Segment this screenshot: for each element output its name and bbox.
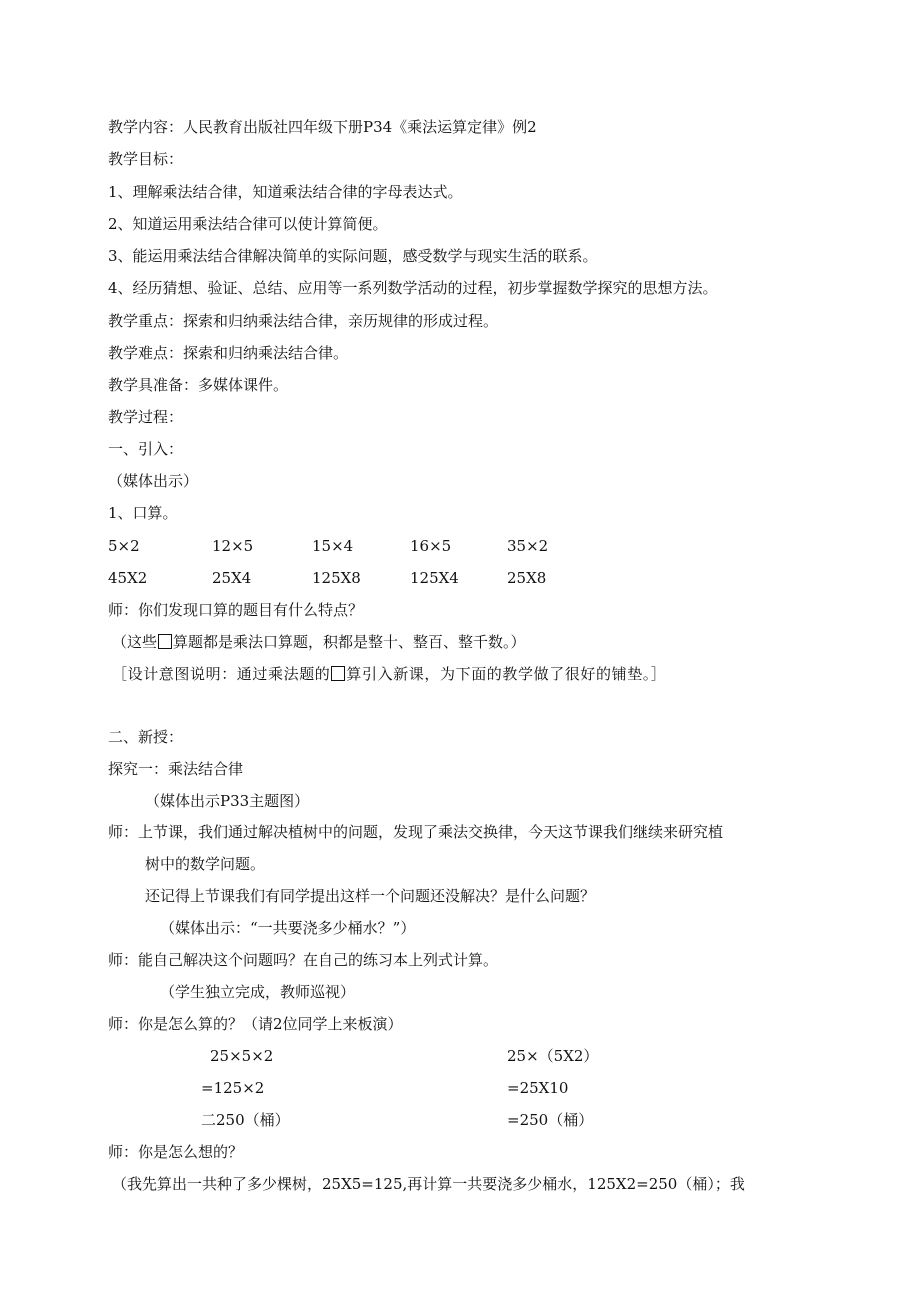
teacher-line-4: 师：你是怎么算的？（请2位同学上来板演） bbox=[108, 1015, 403, 1033]
section-2-heading: 二、新授： bbox=[108, 728, 184, 746]
goal-4: 4、经历猜想、验证、总结、应用等一系列数学活动的过程，初步掌握数学探究的思想方法。 bbox=[108, 279, 718, 297]
teaching-goals-heading: 教学目标： bbox=[108, 150, 184, 168]
design-intent-part-a: ［设计意图说明：通过乘法题的 bbox=[112, 665, 331, 683]
calc-right-step: =25X10 bbox=[507, 1079, 569, 1097]
oral-item: 5×2 bbox=[108, 537, 140, 555]
process-heading: 教学过程： bbox=[108, 408, 184, 426]
oral-item: 25X4 bbox=[212, 569, 252, 587]
media-note-1: （媒体出示） bbox=[108, 472, 199, 490]
teacher-line-3: 师：能自己解决这个问题吗？在自己的练习本上列式计算。 bbox=[108, 951, 499, 969]
oral-item: 12×5 bbox=[212, 537, 254, 555]
section-1-heading: 一、引入： bbox=[108, 440, 184, 458]
media-note-2: （媒体出示P33主题图） bbox=[145, 792, 310, 810]
calc-left-step: =125×2 bbox=[201, 1079, 265, 1097]
design-intent-part-b: 算引入新课，为下面的教学做了很好的铺垫。］ bbox=[346, 665, 667, 683]
calc-left-step: 二250（桶） bbox=[201, 1111, 290, 1129]
missing-glyph-box bbox=[158, 634, 172, 649]
student-answer-1-part-b: 算题都是乘法口算题，积都是整十、整百、整千数。） bbox=[173, 633, 526, 651]
goal-2: 2、知道运用乘法结合律可以使计算简便。 bbox=[108, 215, 388, 233]
difficulty: 教学难点：探索和归纳乘法结合律。 bbox=[108, 344, 349, 362]
explore-1-heading: 探究一：乘法结合律 bbox=[108, 760, 244, 778]
oral-item: 15×4 bbox=[312, 537, 354, 555]
calc-right-step: =250（桶） bbox=[507, 1111, 594, 1129]
oral-item: 45X2 bbox=[108, 569, 148, 587]
missing-glyph-box bbox=[331, 666, 345, 681]
key-point: 教学重点：探索和归纳乘法结合律，亲历规律的形成过程。 bbox=[108, 312, 499, 330]
teacher-line-5: 师：你是怎么想的？ bbox=[108, 1143, 244, 1161]
oral-item: 125X8 bbox=[312, 569, 361, 587]
media-note-3: （媒体出示：“一共要浇多少桶水？”） bbox=[160, 919, 416, 937]
oral-item: 16×5 bbox=[410, 537, 452, 555]
teacher-paragraph-line-3: 还记得上节课我们有同学提出这样一个问题还没解决？是什么问题？ bbox=[145, 887, 596, 905]
calc-right-step: 25×（5X2） bbox=[507, 1047, 599, 1065]
student-line-6: （我先算出一共种了多少棵树，25X5=125,再计算一共要浇多少桶水，125X2=250（桶）；我 bbox=[112, 1175, 745, 1193]
design-intent-note bbox=[112, 664, 667, 684]
student-answer-1-part-a: （这些 bbox=[112, 633, 158, 651]
teacher-question-1: 师：你们发现口算的题目有什么特点？ bbox=[108, 601, 364, 619]
oral-item: 35×2 bbox=[507, 537, 549, 555]
teacher-paragraph-line-1: 师：上节课，我们通过解决植树中的问题，发现了乘法交换律，今天这节课我们继续来研究植 bbox=[108, 823, 724, 841]
student-answer-1 bbox=[112, 632, 526, 652]
student-work-note: （学生独立完成，教师巡视） bbox=[160, 983, 356, 1001]
goal-3: 3、能运用乘法结合律解决简单的实际问题，感受数学与现实生活的联系。 bbox=[108, 247, 598, 265]
teaching-content: 教学内容：人民教育出版社四年级下册P34《乘法运算定律》例2 bbox=[108, 118, 537, 136]
oral-item: 25X8 bbox=[507, 569, 547, 587]
preparation: 教学具准备：多媒体课件。 bbox=[108, 376, 289, 394]
goal-1: 1、理解乘法结合律，知道乘法结合律的字母表达式。 bbox=[108, 183, 463, 201]
teacher-paragraph-line-2: 树中的数学问题。 bbox=[145, 855, 266, 873]
oral-calc-heading: 1、口算。 bbox=[108, 504, 178, 522]
oral-item: 125X4 bbox=[410, 569, 459, 587]
calc-left-step: 25×5×2 bbox=[210, 1047, 274, 1065]
